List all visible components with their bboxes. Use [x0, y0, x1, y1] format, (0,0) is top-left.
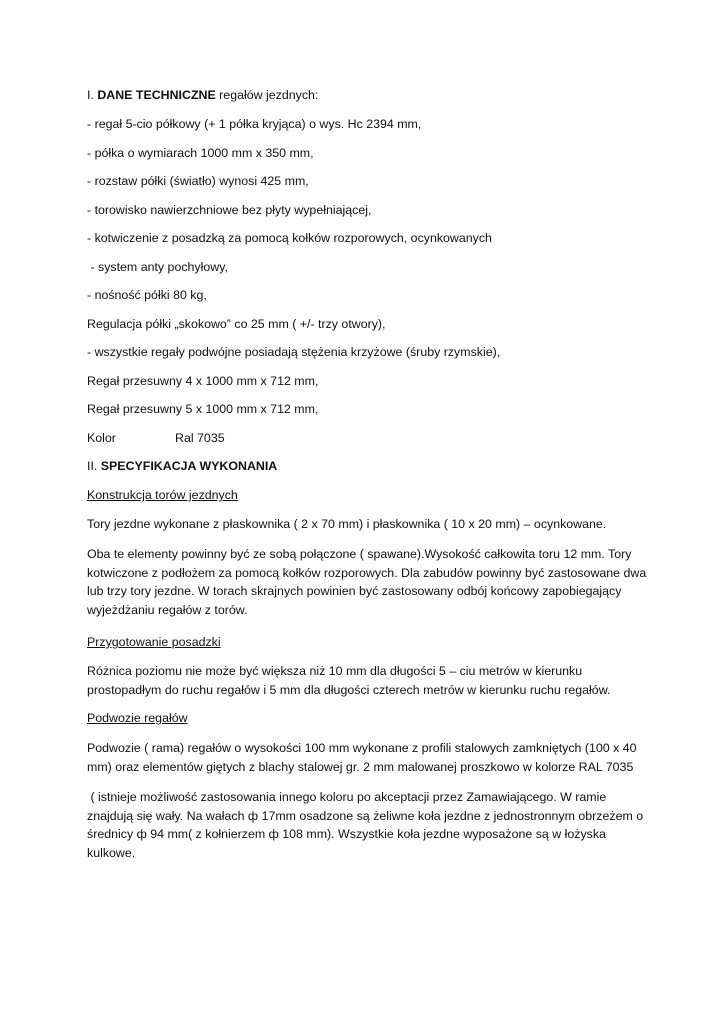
kolor-row [87, 429, 387, 447]
podwozie-heading: Podwozie regałów [87, 711, 188, 725]
spec-item: - rozstaw półki (światło) wynosi 425 mm, [87, 174, 309, 188]
spec-item: - nośność półki 80 kg, [87, 288, 207, 302]
section1-prefix: I. [87, 88, 98, 102]
spec-item: - system anty pochyłowy, [87, 260, 228, 274]
spec-item: - wszystkie regały podwójne posiadają stężenia krzyżowe (śruby rzymskie), [87, 345, 501, 359]
spec-item: Regulacja półki „skokowo” co 25 mm ( +/- trzy otwory), [87, 317, 386, 331]
section2-prefix: II. [87, 459, 101, 473]
spec-item: - torowisko nawierzchniowe bez płyty wypełniającej, [87, 203, 372, 217]
section2-title: SPECYFIKACJA WYKONANIA [100, 459, 278, 473]
podwozie-paragraph-1: Podwozie ( rama) regałów o wysokości 100 mm wykonane z profili stalowych zamkniętych (100 x 40 mm) oraz elementów giętych z blachy stalowej gr. 2 mm malowanej proszkowo w kolorze RAL 7035 [87, 741, 637, 774]
konstrukcja-paragraph-2: Oba te elementy powinny być ze sobą połączone ( spawane).Wysokość całkowita toru 12 mm. Tory kotwiczone z podłożem za pomocą kołków rozporowych. Dla zabudów powinny być zastosowane dwa lub trzy tory jezdne. W torach skrajnych powinien być zastosowany odbój końcowy zapobiegający wyjeżdżaniu regałów z torów. [87, 547, 647, 617]
podwozie-paragraph-2: ( istnieje możliwość zastosowania innego koloru po akceptacji przez Zamawiającego. W ramie znajdują się wały. Na wałach ф 17mm osadzone są żeliwne koła jezdne z jednostronnym obrzeżem o średnicy ф 94 mm( z kołnierzem ф 108 mm). Wszystkie koła jezdne wyposażone są w łożyska kulkowe. [87, 790, 647, 860]
section1-suffix: regałów jezdnych: [215, 88, 319, 102]
kolor-value: Ral 7035 [175, 431, 225, 445]
spec-item: - półka o wymiarach 1000 mm x 350 mm, [87, 146, 314, 160]
posadzka-paragraph: Różnica poziomu nie może być większa niż 10 mm dla długości 5 – ciu metrów w kierunku prostopadłym do ruchu regałów i 5 mm dla długości czterech metrów w kierunku ruchu regałów. [87, 664, 611, 697]
section1-heading [87, 86, 318, 104]
konstrukcja-paragraph-1: Tory jezdne wykonane z płaskownika ( 2 x 70 mm) i płaskownika ( 10 x 20 mm) – ocynkowane. [87, 517, 607, 531]
posadzka-heading: Przygotowanie posadzki [87, 635, 221, 649]
section1-title: DANE TECHNICZNE [97, 88, 216, 102]
konstrukcja-heading: Konstrukcja torów jezdnych [87, 488, 238, 502]
spec-item: - kotwiczenie z posadzką za pomocą kołków rozporowych, ocynkowanych [87, 231, 492, 245]
spec-item: Regał przesuwny 4 x 1000 mm x 712 mm, [87, 374, 319, 388]
kolor-label: Kolor [87, 431, 116, 445]
section2-heading [87, 457, 277, 475]
spec-item: Regał przesuwny 5 x 1000 mm x 712 mm, [87, 402, 319, 416]
spec-item: - regał 5-cio półkowy (+ 1 półka kryjąca) o wys. Hc 2394 mm, [87, 117, 422, 131]
